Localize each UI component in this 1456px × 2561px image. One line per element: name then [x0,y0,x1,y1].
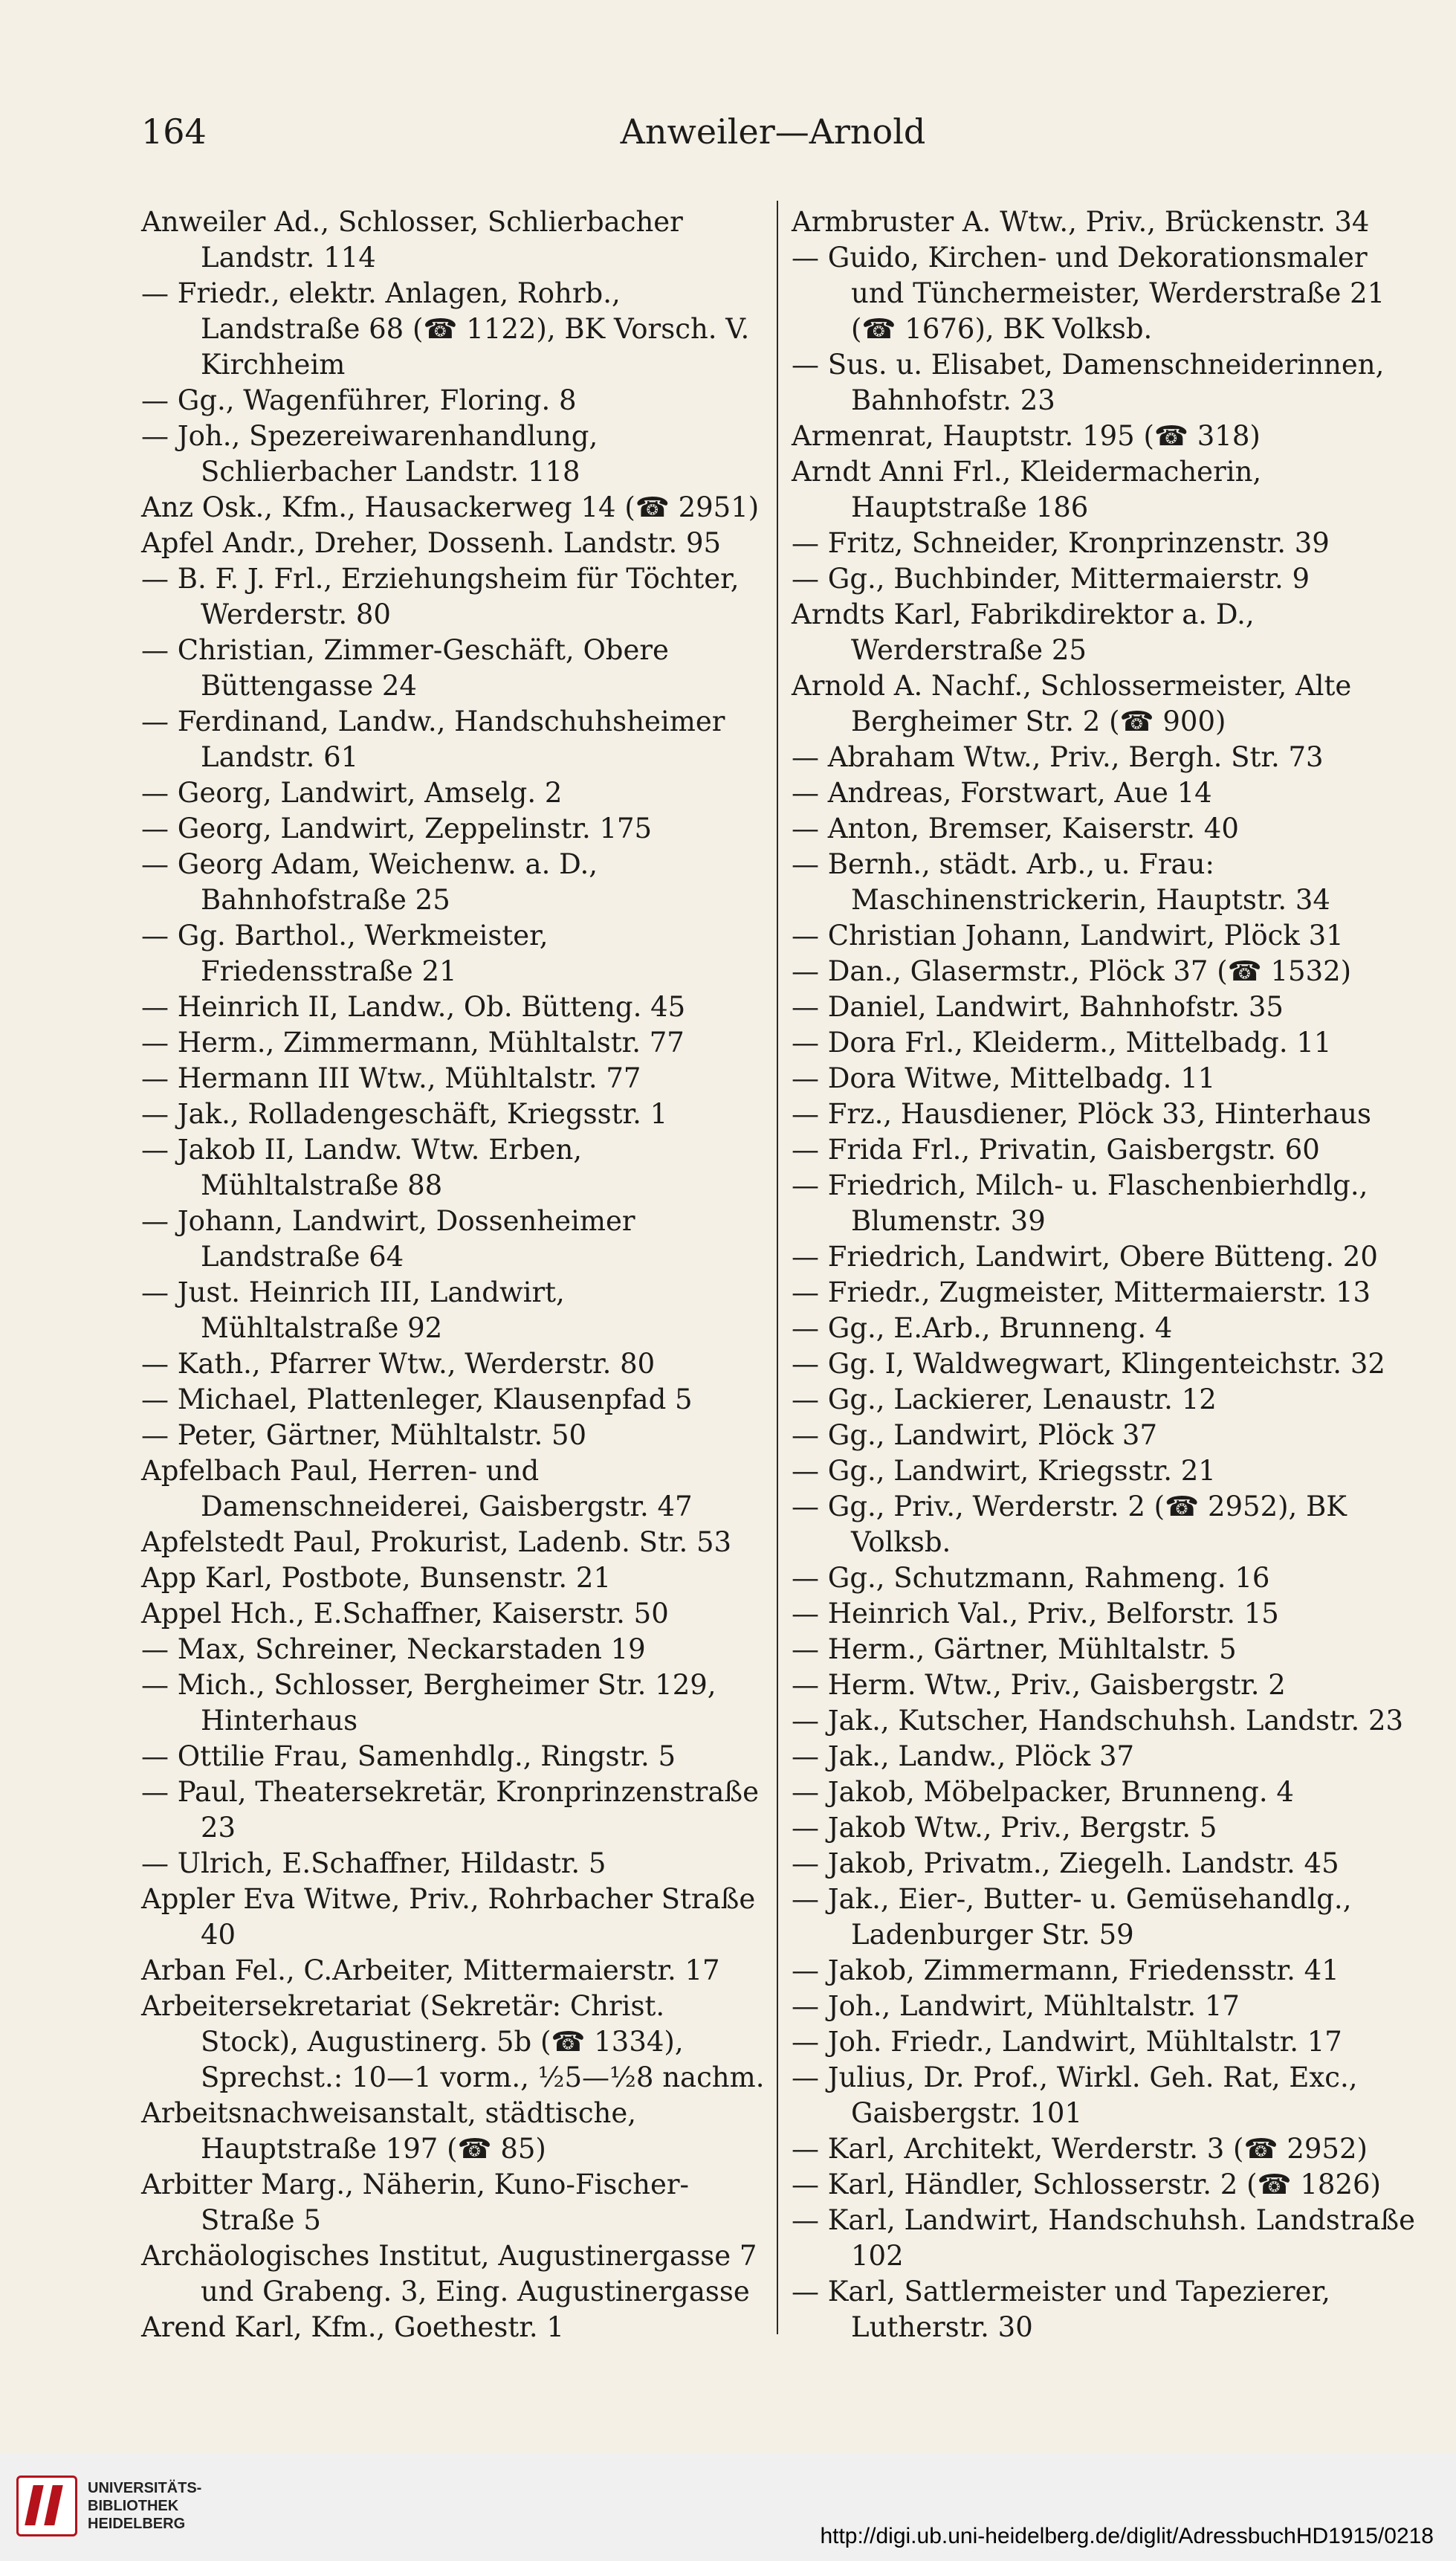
directory-entry: — Gg., Landwirt, Kriegsstr. 21 [792,1455,1216,1487]
directory-entry: — Jak., Kutscher, Handschuhsh. Landstr. 23 [792,1705,1404,1737]
directory-entry: — Gg., Wagenführer, Floring. 8 [141,384,577,416]
directory-entry: — Georg Adam, Weichenw. a. D., Bahnhofstraße 25 [141,848,598,916]
directory-entry: — Gg. I, Waldwegwart, Klingenteichstr. 32 [792,1348,1385,1380]
directory-entry: — Christian, Zimmer-Geschäft, Obere Büttengasse 24 [141,634,669,702]
directory-entry: Arend Karl, Kfm., Goethestr. 1 [141,2311,564,2343]
directory-entry: — Andreas, Forstwart, Aue 14 [792,777,1212,809]
page-number: 164 [141,112,207,152]
right-column [792,204,1416,2345]
directory-entry: Apfelstedt Paul, Prokurist, Ladenb. Str. 53 [141,1526,732,1558]
directory-entry: — Friedr., Zugmeister, Mittermaierstr. 13 [792,1276,1371,1308]
directory-entry: — Daniel, Landwirt, Bahnhofstr. 35 [792,991,1284,1023]
directory-entry: — Johann, Landwirt, Dossenheimer Landstraße 64 [141,1205,635,1273]
directory-entry: — Sus. u. Elisabet, Damenschneiderinnen, Bahnhofstr. 23 [792,349,1385,416]
directory-entry: Arndt Anni Frl., Kleidermacherin, Hauptstraße 186 [792,456,1262,523]
directory-entry: Arban Fel., C.Arbeiter, Mittermaierstr. 17 [141,1954,720,1986]
directory-entry: — Gg., Priv., Werderstr. 2 (☎ 2952), BK Volksb. [792,1491,1347,1558]
directory-entry: — Heinrich Val., Priv., Belforstr. 15 [792,1598,1279,1630]
directory-entry: — Gg. Barthol., Werkmeister, Friedensstraße 21 [141,920,549,987]
directory-entry: — Paul, Theatersekretär, Kronprinzenstraße 23 [141,1776,760,1844]
directory-entry: Anz Osk., Kfm., Hausackerweg 14 (☎ 2951) [141,491,760,523]
directory-entry: — Fritz, Schneider, Kronprinzenstr. 39 [792,527,1330,559]
directory-entry: — Michael, Plattenleger, Klausenpfad 5 [141,1383,693,1415]
directory-entry: — Jakob, Privatm., Ziegelh. Landstr. 45 [792,1847,1339,1879]
directory-entry: — B. F. J. Frl., Erziehungsheim für Töchter, Werderstr. 80 [141,563,740,630]
directory-entry: Arndts Karl, Fabrikdirektor a. D., Werderstraße 25 [792,598,1255,666]
directory-entry: — Max, Schreiner, Neckarstaden 19 [141,1633,646,1665]
directory-entry: Arbeitsnachweisanstalt, städtische, Hauptstraße 197 (☎ 85) [141,2097,637,2165]
directory-entry: — Karl, Architekt, Werderstr. 3 (☎ 2952) [792,2133,1368,2165]
directory-entry: — Dora Frl., Kleiderm., Mittelbadg. 11 [792,1027,1332,1059]
directory-entry: — Joh. Friedr., Landwirt, Mühltalstr. 17 [792,2026,1342,2058]
directory-entry: — Jakob Wtw., Priv., Bergstr. 5 [792,1812,1217,1844]
page-header [141,112,1405,171]
directory-entry: Arbitter Marg., Näherin, Kuno-Fischer-Straße 5 [141,2168,690,2236]
directory-entry: Apfel Andr., Dreher, Dossenh. Landstr. 95 [141,527,722,559]
directory-entry: Appel Hch., E.Schaffner, Kaiserstr. 50 [141,1598,669,1630]
directory-entry: — Jak., Landw., Plöck 37 [792,1740,1135,1772]
directory-entry: Armbruster A. Wtw., Priv., Brückenstr. 34 [792,206,1370,238]
directory-entry: Anweiler Ad., Schlosser, Schlierbacher Landstr. 114 [141,206,683,274]
directory-entry: — Heinrich II, Landw., Ob. Bütteng. 45 [141,991,686,1023]
directory-entry: — Karl, Landwirt, Handschuhsh. Landstraße 102 [792,2204,1415,2272]
directory-entry: — Dan., Glasermstr., Plöck 37 (☎ 1532) [792,955,1352,987]
directory-entry: — Guido, Kirchen- und Dekorationsmaler und Tünchermeister, Werderstraße 21 (☎ 1676), BK Volksb. [792,242,1385,345]
left-column [141,204,766,2345]
directory-entry: — Jak., Eier-, Butter- u. Gemüsehandlg., Ladenburger Str. 59 [792,1883,1352,1951]
directory-entry: — Herm. Wtw., Priv., Gaisbergstr. 2 [792,1669,1286,1701]
directory-entry: — Jakob, Zimmermann, Friedensstr. 41 [792,1954,1339,1986]
directory-entry: — Abraham Wtw., Priv., Bergh. Str. 73 [792,741,1324,773]
directory-entry: — Mich., Schlosser, Bergheimer Str. 129, Hinterhaus [141,1669,716,1737]
directory-entry: — Joh., Landwirt, Mühltalstr. 17 [792,1990,1240,2022]
directory-entry: Arbeitersekretariat (Sekretär: Christ. Stock), Augustinerg. 5b (☎ 1334), Sprechst.: 10—1 vorm., ½5—½8 nachm. [141,1990,765,2093]
directory-entry: — Christian Johann, Landwirt, Plöck 31 [792,920,1344,952]
directory-entry: Arnold A. Nachf., Schlossermeister, Alte Bergheimer Str. 2 (☎ 900) [792,670,1352,737]
directory-entry: Appler Eva Witwe, Priv., Rohrbacher Straße 40 [141,1883,756,1951]
directory-entry: — Friedrich, Milch- u. Flaschenbierhdlg., Blumenstr. 39 [792,1169,1368,1237]
directory-entry: — Joh., Spezereiwarenhandlung, Schlierbacher Landstr. 118 [141,420,598,488]
directory-entry: — Dora Witwe, Mittelbadg. 11 [792,1062,1216,1094]
logo-line: BIBLIOTHEK [88,2498,179,2514]
column-divider [777,201,778,2334]
directory-entry: — Ferdinand, Landw., Handschuhsheimer Landstr. 61 [141,705,725,773]
logo-text [88,2479,201,2533]
library-logo [16,2476,201,2536]
directory-entry: — Bernh., städt. Arb., u. Frau: Maschinenstrickerin, Hauptstr. 34 [792,848,1330,916]
directory-entry: — Ottilie Frau, Samenhdlg., Ringstr. 5 [141,1740,676,1772]
directory-entry: — Herm., Zimmermann, Mühltalstr. 77 [141,1027,685,1059]
source-url-link[interactable]: http://digi.ub.uni-heidelberg.de/diglit/AdressbuchHD1915/0218 [820,2524,1434,2548]
logo-line: HEIDELBERG [88,2516,186,2532]
directory-entry: — Friedr., elektr. Anlagen, Rohrb., Landstraße 68 (☎ 1122), BK Vorsch. V. Kirchheim [141,277,750,381]
directory-entry: — Gg., Schutzmann, Rahmeng. 16 [792,1562,1270,1594]
directory-entry: Archäologisches Institut, Augustinergasse 7 und Grabeng. 3, Eing. Augustinergasse [141,2240,757,2308]
directory-entry: Apfelbach Paul, Herren- und Damenschneiderei, Gaisbergstr. 47 [141,1455,693,1522]
directory-entry: — Frida Frl., Privatin, Gaisbergstr. 60 [792,1134,1320,1166]
directory-entry: — Frz., Hausdiener, Plöck 33, Hinterhaus [792,1098,1371,1130]
directory-entry: — Kath., Pfarrer Wtw., Werderstr. 80 [141,1348,656,1380]
directory-entry: — Peter, Gärtner, Mühltalstr. 50 [141,1419,587,1451]
directory-entry: — Jakob II, Landw. Wtw. Erben, Mühltalstraße 88 [141,1134,583,1201]
directory-entry: — Georg, Landwirt, Amselg. 2 [141,777,563,809]
directory-entry: — Jak., Rolladengeschäft, Kriegsstr. 1 [141,1098,668,1130]
directory-entry: Armenrat, Hauptstr. 195 (☎ 318) [792,420,1261,452]
directory-entry: — Karl, Sattlermeister und Tapezierer, Lutherstr. 30 [792,2276,1330,2343]
directory-entry: — Gg., E.Arb., Brunneng. 4 [792,1312,1173,1344]
directory-entry: — Ulrich, E.Schaffner, Hildastr. 5 [141,1847,606,1879]
directory-entry: — Julius, Dr. Prof., Wirkl. Geh. Rat, Exc., Gaisbergstr. 101 [792,2061,1358,2129]
directory-entry: — Jakob, Möbelpacker, Brunneng. 4 [792,1776,1294,1808]
directory-entry: — Just. Heinrich III, Landwirt, Mühltalstraße 92 [141,1276,565,1344]
directory-entry: — Karl, Händler, Schlosserstr. 2 (☎ 1826) [792,2168,1381,2200]
directory-entry: — Friedrich, Landwirt, Obere Bütteng. 20 [792,1241,1378,1273]
directory-entry: — Hermann III Wtw., Mühltalstr. 77 [141,1062,641,1094]
directory-entry: App Karl, Postbote, Bunsenstr. 21 [141,1562,612,1594]
running-head: Anweiler—Arnold [620,112,926,152]
directory-entry: — Herm., Gärtner, Mühltalstr. 5 [792,1633,1237,1665]
directory-entry: — Anton, Bremser, Kaiserstr. 40 [792,813,1239,844]
logo-line: UNIVERSITÄTS- [88,2480,202,2496]
directory-entry: — Gg., Lackierer, Lenaustr. 12 [792,1383,1217,1415]
directory-entry: — Gg., Buchbinder, Mittermaierstr. 9 [792,563,1310,595]
directory-entry: — Gg., Landwirt, Plöck 37 [792,1419,1158,1451]
directory-entry: — Georg, Landwirt, Zeppelinstr. 175 [141,813,653,844]
ub-heidelberg-logo-icon [16,2476,77,2536]
